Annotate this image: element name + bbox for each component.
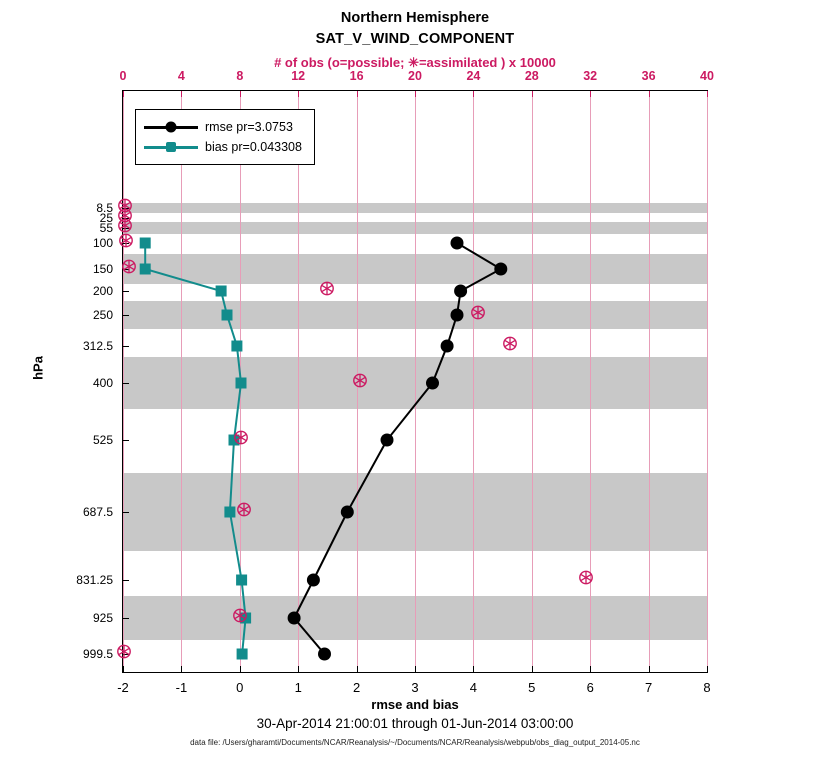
legend-label-bias: bias pr=0.043308 [205,140,302,154]
y-tick-label: 200 [92,284,113,298]
top-tick-label: 40 [700,69,714,83]
chart-title-line1: Northern Hemisphere [340,10,490,26]
x-tick-label: 1 [294,680,302,695]
obs-assimilated-marker [236,502,252,523]
obs-assimilated-marker [352,373,368,394]
obs-assimilated-marker [232,608,248,629]
x-tick-label: 7 [644,680,653,695]
data-file-caption: data file: /Users/gharamti/Documents/NCAR/Reanalysis/~/Documents/NCAR/Reanalysis/webpub/obs_diag_output_2014-05.nc [190,738,640,747]
y-tick-label: 8.5 [96,201,113,215]
series-marker [237,649,248,660]
obs-assimilated-marker [233,430,249,451]
y-tick-label: 100 [92,236,113,250]
legend [135,109,315,165]
plot-area [76,69,714,695]
x-tick-label: 2 [352,680,361,695]
series-marker [231,341,242,352]
gridline [707,91,708,672]
top-tick-label: 32 [583,69,598,83]
x-tick-label: 8 [703,680,711,695]
y-tick-label: 925 [92,611,113,625]
top-tick-label: 4 [177,69,185,83]
series-lines [123,91,707,672]
y-tick-label: 25 [99,211,113,225]
top-tick-label: 28 [524,69,539,83]
x-tick-mark [707,666,708,672]
obs-assimilated-marker [578,570,594,591]
y-tick-label: 55 [99,221,113,235]
series-marker [451,237,464,250]
top-tick-label: 24 [466,69,481,83]
x-tick-label: -1 [175,680,188,695]
series-marker [222,310,233,321]
obs-assimilated-marker [116,644,132,665]
series-marker [224,507,235,518]
y-tick-label: 400 [92,376,113,390]
obs-assimilated-marker [319,281,335,302]
series-marker [318,648,331,661]
series-marker [494,263,507,276]
top-axis-label: # of obs (o=possible; ✳=assimilated ) x 10000 [274,55,556,70]
top-tick-label: 36 [641,69,656,83]
series-marker [140,264,151,275]
series-marker [288,612,301,625]
x-tick-label: 5 [528,680,536,695]
top-tick-label: 20 [408,69,422,83]
y-tick-label: 687.5 [82,505,113,519]
y-tick-label: 250 [92,308,113,322]
top-tick-label: 12 [291,69,306,83]
chart-subtitle: 30-Apr-2014 21:00:01 through 01-Jun-2014 03:00:00 [256,716,574,731]
top-tick-label: 0 [119,69,127,83]
series-marker [236,575,247,586]
series-marker [216,286,227,297]
series-line [145,243,245,654]
chart-title-line2: SAT_V_WIND_COMPONENT [315,31,515,47]
x-tick-label: 0 [236,680,244,695]
series-marker [140,238,151,249]
top-tick-label: 8 [236,69,244,83]
x-tick-label: 4 [469,680,478,695]
y-tick-label: 312.5 [82,339,113,353]
y-tick-label: 999.5 [82,647,113,661]
series-marker [307,574,320,587]
legend-label-rmse: rmse pr=3.0753 [205,120,293,134]
x-tick-label: 6 [586,680,594,695]
y-axis-label: hPa [30,356,46,380]
top-tick-label: 16 [349,69,364,83]
legend-item [144,137,302,157]
x-tick-label: -2 [117,680,129,695]
x-axis-label: rmse and bias [371,697,459,712]
legend-swatch-bias [144,146,198,148]
obs-assimilated-marker [502,336,518,357]
obs-assimilated-marker [470,305,486,326]
series-marker [451,309,464,322]
series-marker [426,377,439,390]
obs-assimilated-marker [121,259,137,280]
x-tick-label: 3 [411,680,419,695]
y-tick-label: 525 [92,433,113,447]
top-tick-mark [707,91,708,97]
legend-item [144,117,302,137]
y-tick-label: 150 [92,262,113,276]
legend-swatch-rmse [144,126,198,128]
obs-assimilated-marker [118,233,134,254]
series-marker [441,340,454,353]
series-marker [341,506,354,519]
series-marker [236,378,247,389]
series-marker [381,434,394,447]
series-marker [454,285,467,298]
y-tick-label: 831.25 [76,573,113,587]
